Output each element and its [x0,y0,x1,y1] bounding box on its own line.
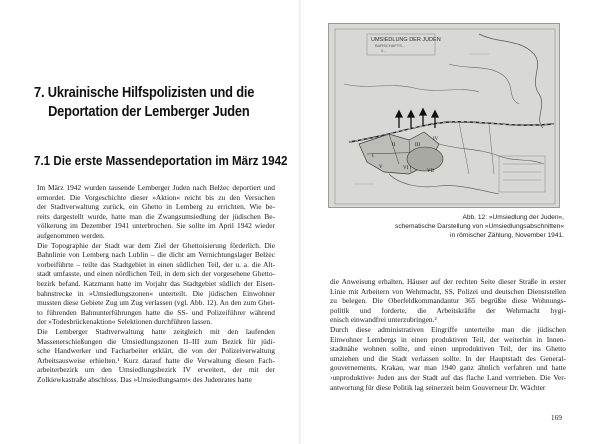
body-paragraph [330,277,566,325]
right-body-text [330,277,566,392]
body-paragraph [37,241,275,327]
body-paragraph [37,183,275,241]
svg-text:I: I [372,154,374,159]
text-line: enisch einwandfrei unterzubringen.² [330,315,437,325]
text-line: bahnstrecke in »Umsiedlungszonen« unterteilt. Die jüdischen Einwohner [37,288,275,298]
text-line: bezirk befand. Katzmann hatte im Vorjahr das Stadtgebiet südlich der Eisen- [37,278,275,288]
text-line: reits dargestellt wurde, hatte man die Zwangsumsiedlung der jüdischen Be- [37,211,275,221]
text-line: Massenerschießungen die Umsiedlungszonen II–III zum Bezirk für jüdi- [37,336,275,346]
caption-line-1: Abb. 12: »Umsiedlung der Juden«, [462,214,564,221]
text-line: sche Handwerker und Facharbeiter erklärt, die von der Polizeiverwaltung [37,346,275,356]
text-line: to führenden Bahnunterführungen hatte die SS- und Polizeiführer während [37,307,275,317]
text-line: Linie mit Arbeitern von Wehrmacht, SS, Polizei und deutschen Dienststellen [330,286,566,296]
svg-text:VII: VII [427,169,434,174]
historic-map-illustration [329,24,560,208]
text-line: mussten diese Gebiete Zug um Zug verlassen (vgl. Abb. 12). An den zum Ghet- [37,298,275,308]
text-line: Die Topographie der Stadt war dem Ziel der Ghettoisierung förderlich. Die [37,240,275,250]
svg-text:K...: K... [381,49,387,53]
text-line: ›unproduktive‹ Juden aus der Stadt auf das flache Land vertrieben. Die Ver- [330,372,566,382]
section-heading: 7.1 Die erste Massendeportation im März 1942 [34,153,288,168]
text-line: Bahnlinie von Lemberg nach Lublin – die dicht am Vernichtungslager Bełżec [37,250,275,260]
svg-text:BARSCHAFTS...: BARSCHAFTS... [375,43,406,48]
right-page [322,0,570,444]
text-line: der Stadtverwaltung zurück, ein Ghetto in Lemberg zu errichten. Wie be- [37,202,275,212]
text-line: Die Lemberger Stadtverwaltung hatte zeitgleich mit den laufenden [37,326,275,336]
text-line: der »Todesbrückenaktion« Selektionen durchführen lassen. [37,317,212,327]
chapter-heading-line-1: 7. Ukrainische Hilfspolizisten und die [34,85,255,101]
text-line: stadt umfasste, und einen nördlichen Teil, in dem sich der vorgesehene Ghetto- [37,269,275,279]
caption-line-2: schematische Darstellung von »Umsiedlungsabschnitten« [395,223,564,231]
figure-caption [350,213,564,241]
caption-line-3: in römischer Zählung, November 1941. [450,232,564,240]
left-body-text [37,183,275,384]
text-line: arbeiterbezirk um den Umsiedlungsbezirk IV erweitert, der mit der [37,365,275,375]
text-line: politik und forderte, die Arbeitskräfte der Wehrmacht hygi- [330,305,566,315]
text-line: antwortung für diese Politik lag seinerzeit beim Gouverneur Dr. Wächter [330,382,546,392]
text-line: Einwohner Lembergs in einen produktiven Teil, der weiterhin in Innen- [330,334,566,344]
text-line: aufgenommen werden. [37,230,105,240]
chapter-heading-line-2: Deportation der Lemberger Juden [48,104,250,120]
svg-text:V: V [379,165,383,170]
svg-text:IV: IV [433,137,439,142]
text-line: ermordet. Die Vorgeschichte dieser »Aktion« reicht bis zu den Versuchen [37,192,275,202]
text-line: Im März 1942 wurden tausende Lemberger Juden nach Bełżec deportiert und [37,183,275,192]
body-paragraph [330,325,566,392]
text-line: zu belegen. Die Oberfeldkommandantur 365 begrüßte diese Wohnungs- [330,296,566,306]
book-gutter [299,0,301,444]
svg-text:VI: VI [403,166,409,171]
text-line: Zolkiewkastraße abschloss. Das »Umsiedlungsamt« des Judenrates hatte [37,374,252,384]
figure-map-image [328,23,560,208]
text-line: die Anweisung erhalten, Häuser auf der rechten Seite dieser Straße in erster [330,277,566,286]
svg-text:II: II [392,143,396,148]
text-line: Durch diese administrativen Eingriffe unterteilte man die jüdischen [330,324,566,334]
text-line: umziehen und die Stadt verlassen sollte. In der Hauptstadt des General- [330,353,566,363]
chapter-heading [34,84,255,122]
svg-text:III: III [415,143,420,148]
text-line: völkerung im Dezember 1941 unterbrochen. Sie sollte im April 1942 wieder [37,221,275,231]
text-line: gouvernements, Krakau, war man 1940 ganz ähnlich verfahren und hatte [330,363,566,373]
map-title: UMSIEDLUNG DER JUDEN [371,37,441,43]
left-page [30,0,288,444]
page-number: 169 [550,413,562,422]
body-paragraph [37,327,275,385]
text-line: stadtnähe wohnen sollte, und einen unproduktiven Teil, der ins Ghetto [330,344,566,354]
text-line: Arbeitsausweise erhielten.¹ Kurz darauf hatte die Verwaltung diesen Fach- [37,355,275,365]
text-line: vorbeiführte – teilte das Stadtgebiet in einen südlichen Teil, der u. a. die Alt- [37,259,275,269]
